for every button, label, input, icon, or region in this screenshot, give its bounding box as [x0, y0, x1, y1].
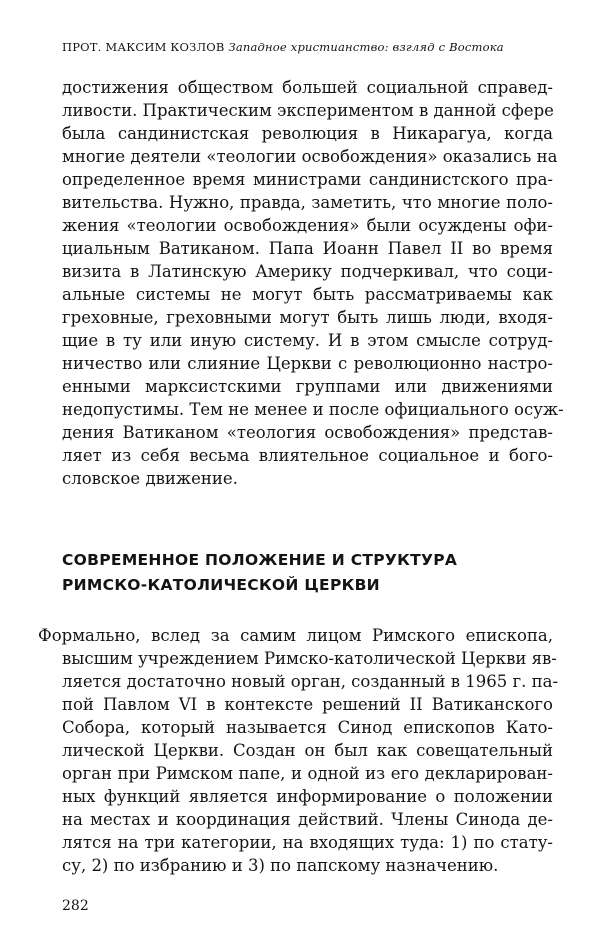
text-line: щие в ту или иную систему. И в этом смысле сотруд-: [62, 331, 553, 350]
text-line: достижения обществом большей социальной справед-: [62, 78, 553, 97]
text-line: вительства. Нужно, правда, заметить, что многие поло-: [62, 193, 553, 212]
page-number: 282: [62, 898, 89, 914]
text-line: жения «теологии освобождения» были осуждены офи-: [62, 216, 553, 235]
text-line: ливости. Практическим экспериментом в данной сфере: [62, 101, 554, 120]
text-line: греховные, греховными могут быть лишь люди, входя-: [62, 308, 553, 327]
text-line: лической Церкви. Создан он был как совещательный: [62, 741, 553, 760]
text-line: многие деятели «теологии освобождения» оказались на: [62, 147, 558, 166]
text-line: высшим учреждением Римско-католической Церкви яв-: [62, 649, 557, 668]
text-line: недопустимы. Тем не менее и после официального осуж-: [62, 400, 564, 419]
text-line: пой Павлом VI в контексте решений II Ватиканского: [62, 695, 553, 714]
text-line: енными марксистскими группами или движениями: [62, 377, 553, 396]
text-line: определенное время министрами сандинистского пра-: [62, 170, 553, 189]
text-line: ных функций является информирование о положении: [62, 787, 553, 806]
text-line: Собора, который называется Синод епископов Като-: [62, 718, 553, 737]
text-line: ляется достаточно новый орган, созданный в 1965 г. па-: [62, 672, 559, 691]
text-line: ляет из себя весьма влиятельное социальное и бого-: [62, 446, 553, 465]
text-line: су, 2) по избранию и 3) по папскому назначению.: [62, 856, 499, 875]
section-heading-line: СОВРЕМЕННОЕ ПОЛОЖЕНИЕ И СТРУКТУРА: [62, 551, 458, 569]
text-line: циальным Ватиканом. Папа Иоанн Павел II во время: [62, 239, 553, 258]
text-line: словское движение.: [62, 469, 238, 488]
running-header: [62, 40, 562, 54]
text-line: на местах и координация действий. Члены Синода де-: [62, 810, 553, 829]
text-line: дения Ватиканом «теология освобождения» представ-: [62, 423, 553, 442]
text-line: орган при Римском папе, и одной из его декларирован-: [62, 764, 553, 783]
text-line: Формально, вслед за самим лицом Римского епископа,: [38, 626, 553, 645]
text-line: ничество или слияние Церкви с революционно настро-: [62, 354, 553, 373]
section-heading-line: РИМСКО-КАТОЛИЧЕСКОЙ ЦЕРКВИ: [62, 576, 380, 594]
text-line: визита в Латинскую Америку подчеркивал, что соци-: [62, 262, 553, 281]
text-line: альные системы не могут быть рассматриваемы как: [62, 285, 553, 304]
header-author: ПРОТ. МАКСИМ КОЗЛОВ: [62, 40, 225, 54]
text-line: была сандинистская революция в Никарагуа, когда: [62, 124, 553, 143]
header-book-title: Западное христианство: взгляд с Востока: [228, 40, 504, 54]
text-line: лятся на три категории, на входящих туда: 1) по стату-: [62, 833, 553, 852]
